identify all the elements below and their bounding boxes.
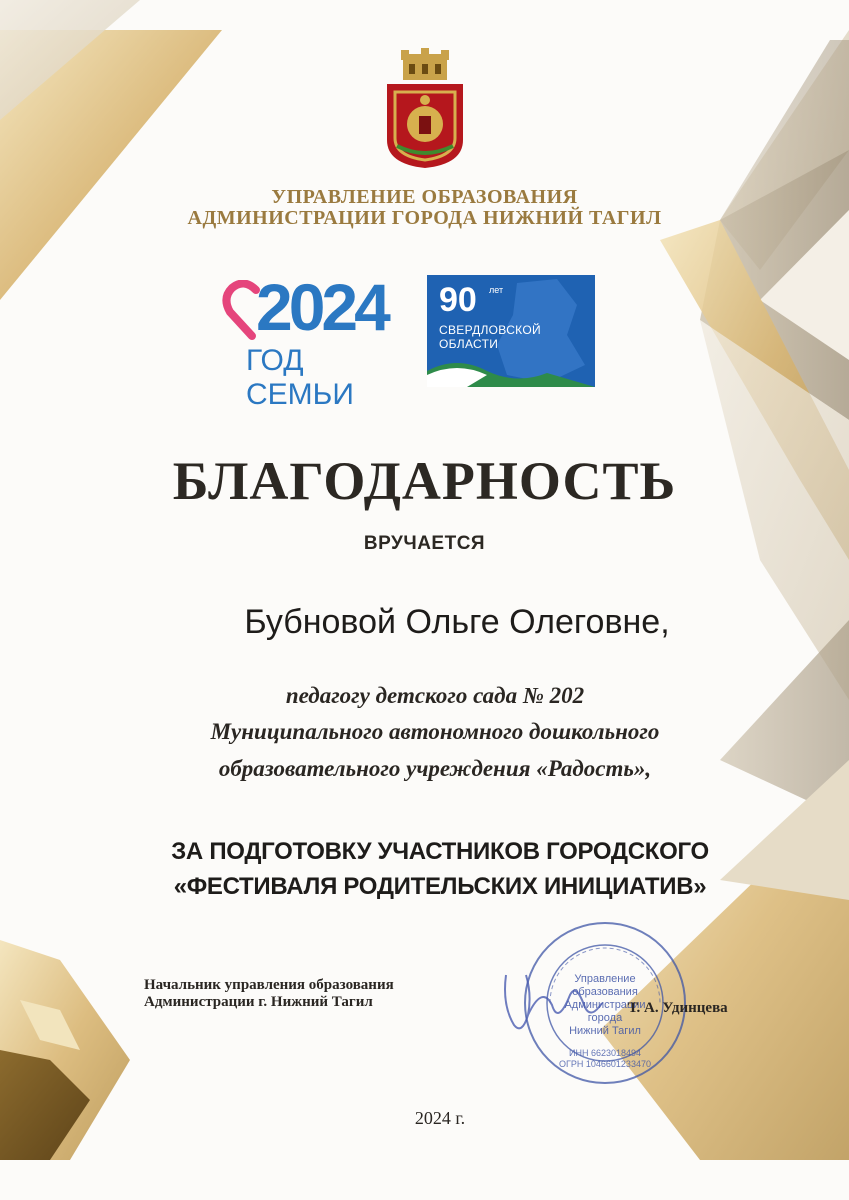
org-title-line-1: УПРАВЛЕНИЕ ОБРАЗОВАНИЯ — [271, 186, 578, 208]
svg-text:Нижний Тагил: Нижний Тагил — [569, 1025, 641, 1037]
award-reason-line-2: «ФЕСТИВАЛЯ РОДИТЕЛЬСКИХ ИНИЦИАТИВ» — [173, 873, 707, 900]
org-title-line-2: АДМИНИСТРАЦИИ ГОРОДА НИЖНИЙ ТАГИЛ — [187, 207, 662, 229]
award-reason-line-1: ЗА ПОДГОТОВКУ УЧАСТНИКОВ ГОРОДСКОГО — [171, 838, 709, 865]
awarded-label: ВРУЧАЕТСЯ — [363, 533, 486, 554]
year-of-family-year: 2024 — [256, 270, 387, 344]
recipient-name: Бубновой Ольге Олеговне, — [244, 603, 670, 641]
svg-text:ОГРН 1046601233470: ОГРН 1046601233470 — [559, 1059, 651, 1069]
svg-text:образования: образования — [572, 986, 638, 998]
svg-text:Управление: Управление — [574, 973, 636, 985]
signatory-title-line-2: Администрации г. Нижний Тагил — [144, 994, 373, 1010]
certificate-title: БЛАГОДАРНОСТЬ — [172, 451, 677, 511]
svg-text:Администрации: Администрации — [564, 999, 646, 1011]
recipient-position-line-1: педагогу детского сада № 202 — [285, 683, 585, 708]
sverdlovsk-90-line-1: СВЕРДЛОВСКОЙ — [439, 323, 541, 337]
year-of-family-caption: ГОД СЕМЬИ — [246, 344, 354, 411]
year-of-family-logo — [222, 270, 397, 411]
sverdlovsk-90-suffix: лет — [489, 285, 504, 295]
svg-text:города: города — [587, 1012, 623, 1024]
document-year: 2024 г. — [414, 1108, 466, 1128]
recipient-position-line-3: образовательного учреждения «Радость», — [218, 756, 652, 781]
handwritten-signature — [492, 955, 612, 1045]
sverdlovsk-90-line-2: ОБЛАСТИ — [439, 337, 499, 351]
svg-text:ИНН 6623018494: ИНН 6623018494 — [568, 1048, 642, 1058]
sverdlovsk-90-logo — [427, 275, 595, 387]
signatory-title-line-1: Начальник управления образования — [144, 977, 394, 993]
sverdlovsk-90-number: 90 — [439, 281, 477, 319]
signatory-name: Т. А. Удинцева — [628, 1000, 728, 1016]
recipient-position-line-2: Муниципального автономного дошкольного — [210, 719, 660, 744]
city-coat-of-arms-icon — [383, 48, 467, 170]
